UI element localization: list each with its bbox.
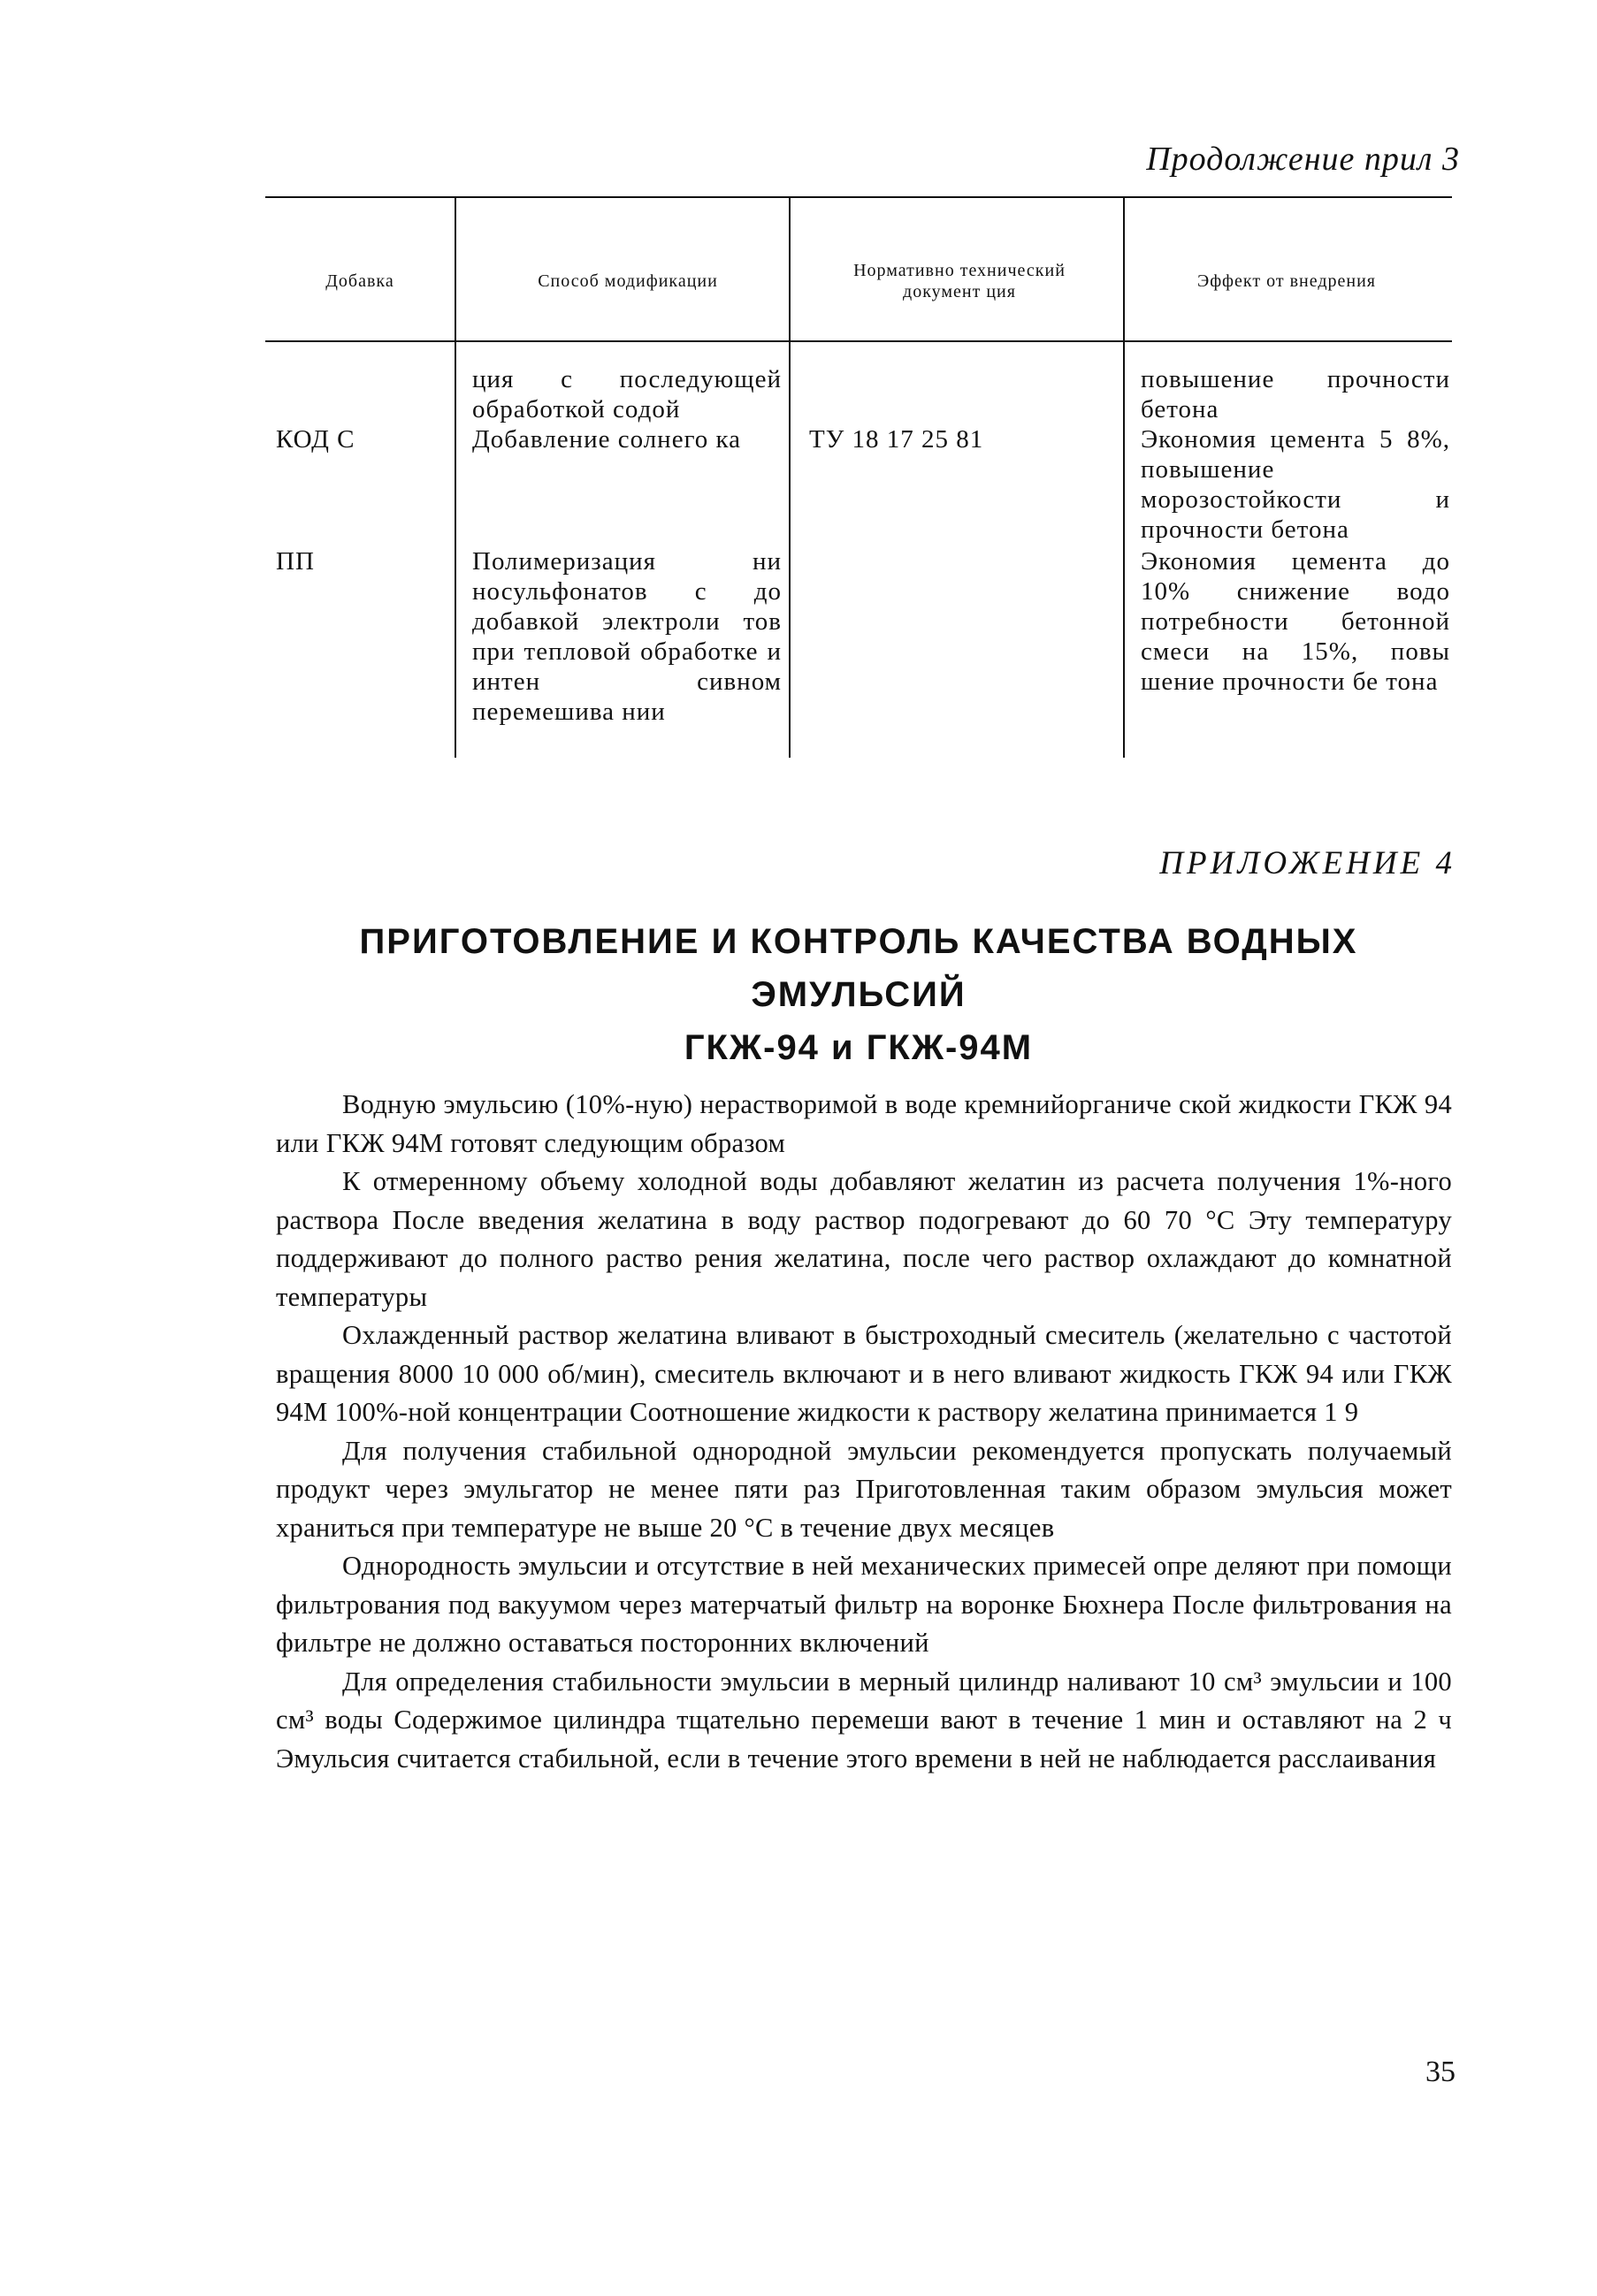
table-cell-method: ция с последующей обработкой содой bbox=[472, 365, 782, 423]
table-column-divider bbox=[789, 196, 791, 758]
continuation-header: Продолжение прил 3 bbox=[1146, 141, 1460, 178]
paragraph: Для получения стабильной однородной эмульсии рекомендуется пропускать получаемый продукт через эмульгатор не менее пяти раз Приготовленная таким образом эмульсия может храниться при температуре не выше 20 °С в течение двух месяцев bbox=[276, 1435, 1452, 1543]
table-cell-normative: ТУ 18 17 25 81 bbox=[809, 425, 984, 454]
table-header-rule bbox=[265, 340, 1452, 342]
title-line: ПРИГОТОВЛЕНИЕ И КОНТРОЛЬ КАЧЕСТВА ВОДНЫХ ЭМУЛЬСИЙ bbox=[359, 922, 1358, 1014]
paragraph: Водную эмульсию (10%-ную) нерастворимой в воде кремнийорганиче ской жидкости ГКЖ 94 или ГКЖ 94М готовят следующим образом bbox=[276, 1089, 1452, 1158]
table-cell-method: Добавление солнего ка bbox=[472, 425, 742, 454]
table-top-rule bbox=[265, 196, 1452, 198]
page-number: 35 bbox=[1425, 2056, 1456, 2088]
table-cell-method: Полимеризация ни носульфонатов с до добавкой электроли тов при тепловой обработке и интен сивном перемешива нии bbox=[472, 547, 782, 726]
table-cell-additive: ПП bbox=[276, 547, 315, 576]
column-header-normative: Нормативно технический документ ция bbox=[853, 260, 1066, 301]
table-cell-effect: повышение прочности бетона bbox=[1141, 365, 1450, 423]
table-cell-effect: Экономия цемента 5 8%, повышение морозостойкости и прочности бетона bbox=[1141, 425, 1450, 544]
table-cell-additive: КОД С bbox=[276, 425, 355, 454]
title-line: ГКЖ-94 и ГКЖ-94М bbox=[684, 1028, 1034, 1067]
table-column-divider bbox=[1123, 196, 1125, 758]
column-header-additive: Добавка bbox=[325, 271, 394, 291]
paragraph: К отмеренному объему холодной воды добавляют желатин из расчета получения 1%-ного раствора После введения желатина в воду раствор подогревают до 60 70 °С Эту температуру поддерживают до полного раство рения желатина, после чего раствор охлаждают до комнатной температуры bbox=[276, 1166, 1452, 1312]
table-cell-effect: Экономия цемента до 10% снижение водо потребности бетонной смеси на 15%, повы шение прочности бе тона bbox=[1141, 547, 1450, 696]
paragraph: Для определения стабильности эмульсии в мерный цилиндр наливают 10 см³ эмульсии и 100 см³ воды Содержимое цилиндра тщательно перемеши вают в течение 1 мин и оставляют на 2 ч Эмульсия считается стабильной, если в течение этого времени в ней не наблюдается расслаивания bbox=[276, 1666, 1452, 1773]
paragraph: Однородность эмульсии и отсутствие в ней механических примесей опре деляют при помощи фильтрования под вакуумом через матерчатый фильтр на воронке Бюхнера После фильтрования на фильтре не должно оставаться посторонних включений bbox=[276, 1551, 1452, 1658]
table-column-divider bbox=[455, 196, 456, 758]
paragraph: Охлажденный раствор желатина вливают в быстроходный смеситель (желательно с частотой вращения 8000 10 000 об/мин), смеситель включают и в него вливают жидкость ГКЖ 94 или ГКЖ 94М 100%-ной концентрации Соотношение жидкости к раствору желатина принимается 1 9 bbox=[276, 1320, 1452, 1427]
column-header-effect: Эффект от внедрения bbox=[1197, 271, 1376, 291]
body-text bbox=[276, 1086, 1452, 1778]
column-header-method: Способ модификации bbox=[538, 271, 718, 291]
appendix-label: ПРИЛОЖЕНИЕ 4 bbox=[1159, 845, 1456, 881]
page-title bbox=[265, 915, 1452, 1074]
